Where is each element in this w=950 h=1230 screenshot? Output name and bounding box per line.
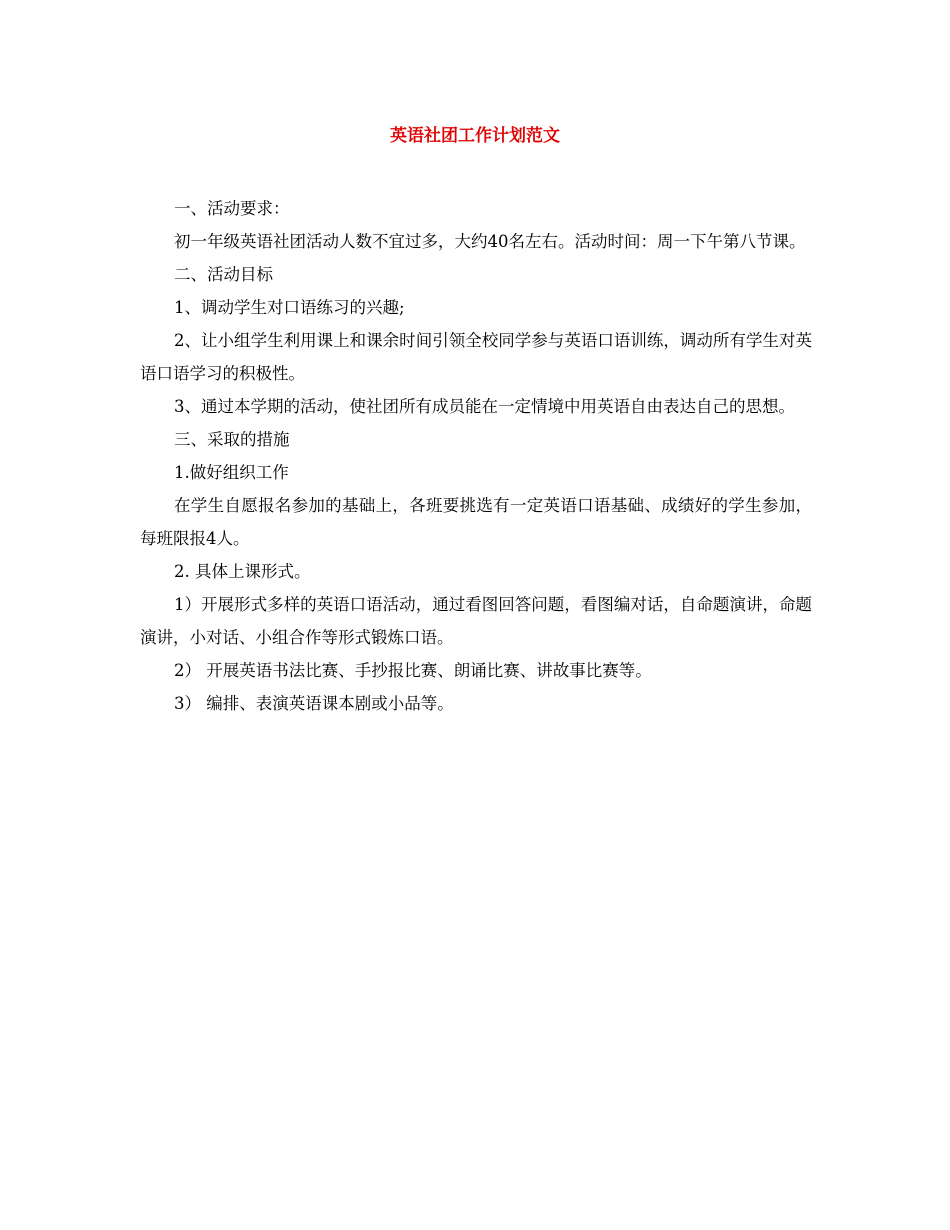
paragraph-requirements: 初一年级英语社团活动人数不宜过多，大约40名左右。活动时间：周一下午第八节课。 — [174, 232, 806, 251]
measure-heading-1: 1.做好组织工作 — [174, 463, 289, 482]
document-body — [140, 192, 812, 720]
goal-item-1: 1、调动学生对口语练习的兴趣; — [174, 298, 405, 317]
goal-item-2: 2、让小组学生利用课上和课余时间引领全校同学参与英语口语训练，调动所有学生对英语口语学习的积极性。 — [140, 331, 812, 383]
document-title: 英语社团工作计划范文 — [390, 126, 560, 146]
goal-item-3: 3、通过本学期的活动，使社团所有成员能在一定情境中用英语自由表达自己的思想。 — [174, 397, 795, 416]
section-heading-measures: 三、采取的措施 — [174, 430, 290, 449]
format-item-3: 3） 编排、表演英语课本剧或小品等。 — [174, 694, 454, 713]
measure-heading-2: 2. 具体上课形式。 — [174, 562, 311, 581]
section-heading-goals: 二、活动目标 — [174, 265, 273, 284]
format-item-1: 1）开展形式多样的英语口语活动，通过看图回答问题，看图编对话，自命题演讲，命题演讲，小对话、小组合作等形式锻炼口语。 — [140, 595, 812, 647]
format-item-2: 2） 开展英语书法比赛、手抄报比赛、朗诵比赛、讲故事比赛等。 — [174, 661, 652, 680]
section-heading-requirements: 一、活动要求： — [174, 199, 290, 218]
measure-paragraph-1: 在学生自愿报名参加的基础上，各班要挑选有一定英语口语基础、成绩好的学生参加，每班限报4人。 — [140, 496, 812, 548]
